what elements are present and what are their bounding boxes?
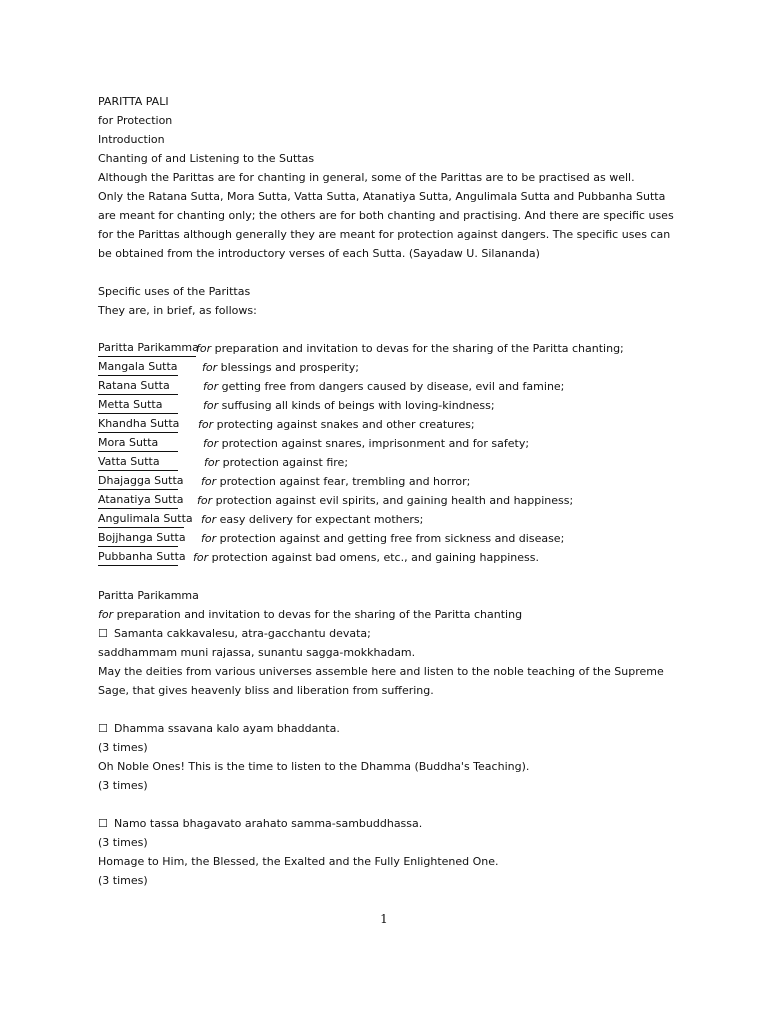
sutta-name: Bojjhanga Sutta	[98, 529, 178, 547]
repeat-note: (3 times)	[98, 741, 148, 754]
namo-translation: Homage to Him, the Blessed, the Exalted and the Fully Enlightened One.	[98, 855, 499, 868]
checkbox-icon: ☐	[98, 722, 108, 735]
section-heading-chanting: Chanting of and Listening to the Suttas	[98, 152, 315, 165]
use-text: protection against snares, imprisonment and for safety;	[221, 437, 530, 450]
use-for-word: for	[198, 418, 214, 431]
use-for-word: for	[197, 494, 213, 507]
use-row-angulimala-sutta	[98, 510, 678, 529]
sutta-name: Khandha Sutta	[98, 415, 178, 433]
parikamma-pali-line-1	[98, 624, 678, 643]
sutta-name: Paritta Parikamma	[98, 339, 196, 357]
use-row-mangala-sutta	[98, 358, 678, 377]
use-text: protection against fire;	[222, 456, 349, 469]
spacer	[98, 795, 678, 814]
checkbox-icon: ☐	[98, 817, 108, 830]
use-row-dhajagga-sutta	[98, 472, 678, 491]
use-text: preparation and invitation to devas for the sharing of the Paritta chanting;	[214, 342, 624, 355]
sutta-name: Atanatiya Sutta	[98, 491, 178, 509]
use-for-word: for	[196, 342, 212, 355]
pali-text: Dhamma ssavana kalo ayam bhaddanta.	[114, 722, 340, 735]
use-text: getting free from dangers caused by disease, evil and famine;	[221, 380, 565, 393]
use-text: protection against fear, trembling and horror;	[219, 475, 471, 488]
document-title: PARITTA PALI	[98, 95, 169, 108]
sutta-name: Mangala Sutta	[98, 358, 178, 376]
use-for-word: for	[201, 532, 217, 545]
spacer	[98, 700, 678, 719]
use-for-word: for	[201, 475, 217, 488]
use-text: protection against bad omens, etc., and gaining happiness.	[211, 551, 539, 564]
document-page	[98, 92, 678, 890]
uses-heading: Specific uses of the Parittas	[98, 285, 251, 298]
repeat-note: (3 times)	[98, 874, 148, 887]
use-text: protecting against snakes and other creatures;	[216, 418, 475, 431]
use-text: easy delivery for expectant mothers;	[219, 513, 424, 526]
section-heading-introduction: Introduction	[98, 133, 165, 146]
use-for-word: for	[203, 380, 219, 393]
use-text: protection against and getting free from sickness and disease;	[219, 532, 565, 545]
dhamma-pali	[98, 719, 678, 738]
spacer	[98, 263, 678, 282]
parikamma-pali-line-2: saddhammam muni rajassa, sunantu sagga-mokkhadam.	[98, 646, 416, 659]
use-for-word: for	[204, 456, 220, 469]
use-row-metta-sutta	[98, 396, 678, 415]
intro-paragraph-1: Although the Parittas are for chanting in general, some of the Parittas are to be practised as well.	[98, 171, 635, 184]
use-row-pubbanha-sutta	[98, 548, 678, 567]
use-row-mora-sutta	[98, 434, 678, 453]
use-row-atanatiya-sutta	[98, 491, 678, 510]
spacer	[98, 567, 678, 586]
namo-pali	[98, 814, 678, 833]
pali-text: Namo tassa bhagavato arahato samma-sambuddhassa.	[114, 817, 423, 830]
sutta-name: Mora Sutta	[98, 434, 178, 452]
document-subtitle: for Protection	[98, 114, 173, 127]
use-for-word: for	[203, 399, 219, 412]
use-text: blessings and prosperity;	[220, 361, 359, 374]
sutta-name: Vatta Sutta	[98, 453, 178, 471]
use-for-word: for	[201, 513, 217, 526]
parikamma-purpose	[98, 605, 678, 624]
sutta-name: Ratana Sutta	[98, 377, 178, 395]
repeat-note: (3 times)	[98, 779, 148, 792]
pali-text: Samanta cakkavalesu, atra-gacchantu devata;	[114, 627, 371, 640]
sutta-name: Pubbanha Sutta	[98, 548, 178, 566]
sutta-name: Metta Sutta	[98, 396, 178, 414]
use-for-word: for	[203, 437, 219, 450]
use-for-word: for	[193, 551, 209, 564]
parikamma-title: Paritta Parikamma	[98, 589, 199, 602]
parikamma-purpose-text: preparation and invitation to devas for the sharing of the Paritta chanting	[116, 608, 523, 621]
uses-lead: They are, in brief, as follows:	[98, 304, 257, 317]
checkbox-icon: ☐	[98, 627, 108, 640]
page-number: 1	[380, 912, 388, 926]
use-row-bojjhanga-sutta	[98, 529, 678, 548]
intro-paragraph-2: Only the Ratana Sutta, Mora Sutta, Vatta Sutta, Atanatiya Sutta, Angulimala Sutta and Pubbanha Sutta are meant for chanting only; the others are for both chanting and practising. And there are specific uses for the Parittas although generally they are meant for protection against dangers. The specific uses can be obtained from the introductory verses of each Sutta. (Sayadaw U. Silananda)	[98, 190, 674, 260]
sutta-name: Angulimala Sutta	[98, 510, 184, 528]
use-row-paritta-parikamma	[98, 339, 678, 358]
spacer	[98, 320, 678, 339]
parikamma-translation: May the deities from various universes assemble here and listen to the noble teaching of the Supreme Sage, that gives heavenly bliss and liberation from suffering.	[98, 665, 664, 697]
sutta-name: Dhajagga Sutta	[98, 472, 178, 490]
use-for-word: for	[98, 608, 114, 621]
use-row-vatta-sutta	[98, 453, 678, 472]
dhamma-translation: Oh Noble Ones! This is the time to listen to the Dhamma (Buddha's Teaching).	[98, 760, 530, 773]
repeat-note: (3 times)	[98, 836, 148, 849]
use-for-word: for	[202, 361, 218, 374]
use-text: protection against evil spirits, and gaining health and happiness;	[215, 494, 574, 507]
use-row-khandha-sutta	[98, 415, 678, 434]
use-text: suffusing all kinds of beings with loving-kindness;	[221, 399, 495, 412]
use-row-ratana-sutta	[98, 377, 678, 396]
